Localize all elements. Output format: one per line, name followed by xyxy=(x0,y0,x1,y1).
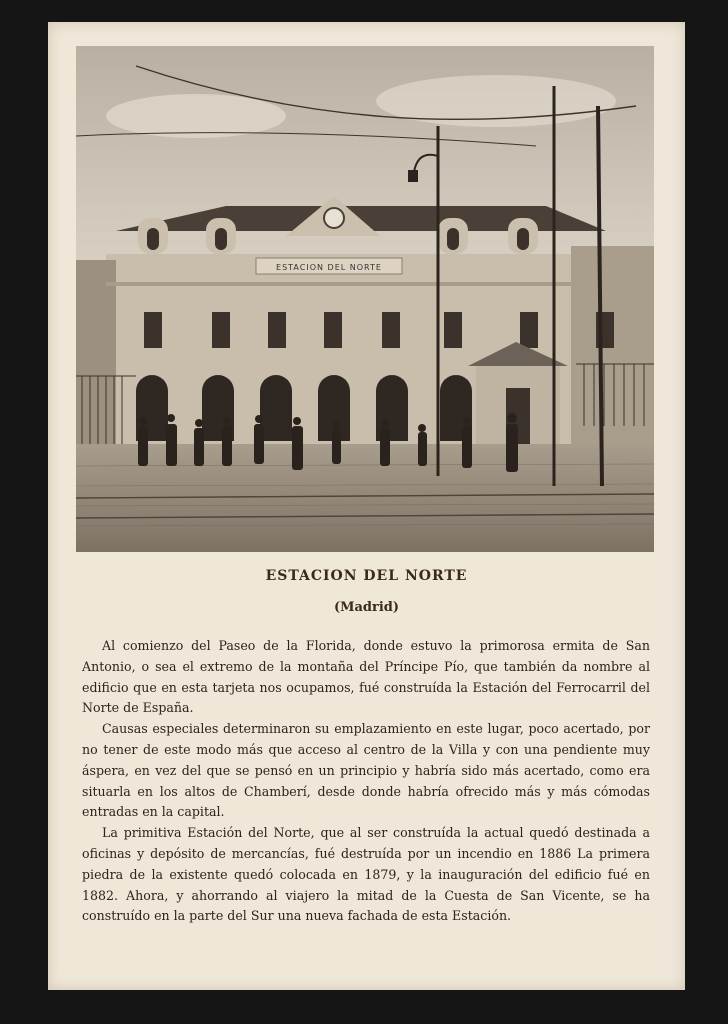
station-photograph xyxy=(76,46,654,552)
photo-illustration xyxy=(76,46,654,552)
caption-subtitle: (Madrid) xyxy=(333,600,400,615)
paragraph: Al comienzo del Paseo de la Florida, donde estuvo la primorosa ermita de San Antonio, o sea el extremo de la montaña del Príncipe Pío, que también da nombre al edificio que en esta tarjeta nos ocupamos, fué construída la Estación del Ferrocarril del Norte de España. xyxy=(82,638,650,716)
paragraph: Causas especiales determinaron su emplazamiento en este lugar, poco acertado, por no tener de este modo más que acceso al centro de la Villa y con una pendiente muy áspera, en vez del que se pensó en un principio y habría sido más acertado, como era situarla en los altos de Chamberí, desde donde habría ofrecido más y más cómodas entradas en la capital. xyxy=(82,721,650,820)
caption-title: ESTACION DEL NORTE xyxy=(265,568,468,584)
postcard xyxy=(48,22,685,990)
description-text xyxy=(82,636,650,927)
station-sign: ESTACION DEL NORTE xyxy=(276,263,382,272)
paragraph: La primitiva Estación del Norte, que al ser construída la actual quedó destinada a oficinas y depósito de mercancías, fué destruída por un incendio en 1886 La primera piedra de la existente quedó colocada en 1879, y la inauguración del edificio fué en 1882. Ahora, y ahorrando al viajero la mitad de la Cuesta de San Vicente, se ha construído en la parte del Sur una nueva fachada de esta Estación. xyxy=(82,825,650,924)
